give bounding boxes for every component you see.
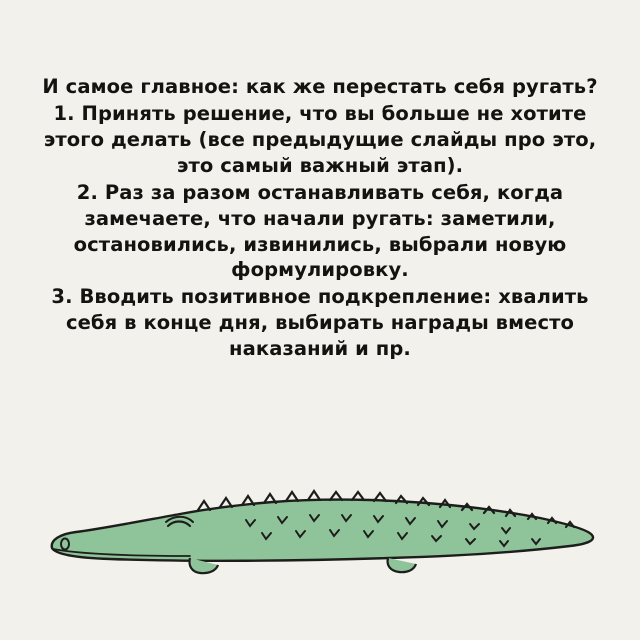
crocodile-svg [40, 470, 600, 590]
slide-paragraph-2: 2. Раз за разом останавливать себя, когда замечаете, что начали ругать: заметили, остановились, извинились, выбрали новую формулировку. [73, 180, 567, 282]
crocodile-body [52, 500, 593, 561]
slide-paragraph-1: 1. Принять решение, что вы больше не хотите этого делать (все предыдущие слайды про это, это самый важный этап). [43, 101, 597, 177]
slide-paragraph-title: И самое главное: как же перестать себя ругать? [42, 75, 598, 98]
slide-text-block [40, 74, 600, 362]
crocodile-back-leg [388, 558, 416, 572]
slide-paragraph-3: 3. Вводить позитивное подкрепление: хвалить себя в конце дня, выбирать награды вместо наказаний и пр. [51, 285, 589, 361]
crocodile-illustration [0, 470, 640, 600]
